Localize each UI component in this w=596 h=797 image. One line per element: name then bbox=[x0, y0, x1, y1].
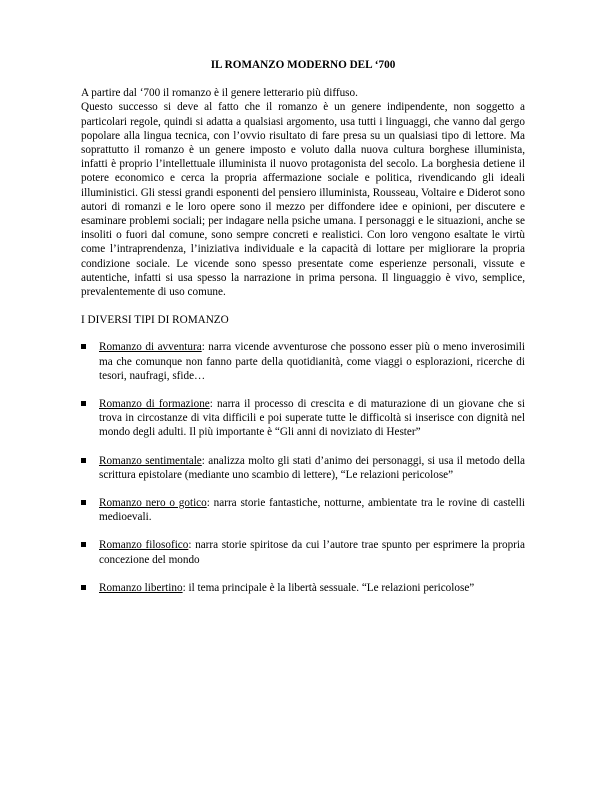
list-item-text: : narra vicende avventurose che possono esser più o meno inverosimili ma che comunque non fanno parte della quotidianità, come viaggi o esplorazioni, ricerche di tesori, naufragi, sfide… bbox=[99, 341, 525, 382]
list-item bbox=[81, 496, 525, 524]
list-item bbox=[81, 581, 525, 595]
bullet-icon bbox=[81, 542, 86, 547]
list-item bbox=[81, 538, 525, 566]
list-item-term: Romanzo libertino bbox=[99, 581, 183, 594]
document-title: IL ROMANZO MODERNO DEL ‘700 bbox=[210, 59, 396, 71]
list-item-term: Romanzo filosofico bbox=[99, 539, 189, 552]
list-item bbox=[81, 454, 525, 482]
body-paragraph: Questo successo si deve al fatto che il romanzo è un genere indipendente, non soggetto a particolari regole, quindi si adatta a qualsiasi argomento, usa tutti i linguaggi, che vanno dal gergo popolare alla lingua tecnica, con l’ovvio risultato di fare presa su un qualsiasi tipo di lettore. Ma soprattutto il romanzo è un genere imposto e voluto dalla nuova cultura borghese illuminista, infatti è proprio l’intellettuale illuminista il nuovo protagonista del secolo. La borghesia detiene il potere economico e cerca la propria affermazione sociale e politica, rivendicando gli ideali illuministici. Gli stessi grandi esponenti del pensiero illuminista, Rousseau, Voltaire e Diderot sono autori di romanzi e le loro opere sono il mezzo per diffondere idee e opinioni, per discutere e esaminare problemi sociali; per indagare nella psiche umana. I personaggi e le situazioni, anche se insoliti o fuori dal comune, sono sempre concreti e realistici. Con loro vengono esaltate le virtù come l’intraprendenza, l’iniziativa individuale e la capacità di lottare per migliorare la propria condizione sociale. Le vicende sono spesso presentate come esperienze personali, vissute e autentiche, infatti si usa spesso la narrazione in prima persona. Il linguaggio è vivo, semplice, prevalentemente di uso comune. bbox=[81, 101, 525, 299]
list-item-term: Romanzo nero o gotico bbox=[99, 497, 207, 510]
novel-types-list bbox=[81, 340, 525, 595]
list-item bbox=[81, 340, 525, 383]
bullet-icon bbox=[81, 458, 86, 463]
list-item bbox=[81, 397, 525, 440]
intro-line: A partire dal ‘700 il romanzo è il genere letterario più diffuso. bbox=[81, 87, 358, 100]
list-item-term: Romanzo di avventura bbox=[99, 341, 202, 354]
list-item-text: : narra storie fantastiche, notturne, ambientate tra le rovine di castelli medioevali. bbox=[99, 497, 526, 524]
bullet-icon bbox=[81, 500, 86, 505]
bullet-icon bbox=[81, 585, 86, 590]
list-item-term: Romanzo sentimentale bbox=[99, 454, 202, 467]
list-item-text: : analizza molto gli stati d’animo dei personaggi, si usa il metodo della scrittura epistolare (mediante uno scambio di lettere), “Le relazioni pericolose” bbox=[99, 454, 525, 481]
list-item-text: : narra storie spiritose da cui l’autore trae spunto per esprimere la propria concezione del mondo bbox=[99, 539, 525, 566]
section-heading: I DIVERSI TIPI DI ROMANZO bbox=[81, 314, 229, 327]
list-item-text: : narra il processo di crescita e di maturazione di un giovane che si trova in circostanze di vita difficili e poi superate tutte le difficoltà si inserisce con dignità nel mondo degli adulti. Il più importante è “Gli anni di noviziato di Hester” bbox=[99, 398, 525, 439]
list-item-term: Romanzo di formazione bbox=[99, 398, 210, 411]
bullet-icon bbox=[81, 344, 86, 349]
bullet-icon bbox=[81, 401, 86, 406]
document-page bbox=[81, 58, 525, 609]
list-item-text: : il tema principale è la libertà sessuale. “Le relazioni pericolose” bbox=[182, 581, 475, 594]
